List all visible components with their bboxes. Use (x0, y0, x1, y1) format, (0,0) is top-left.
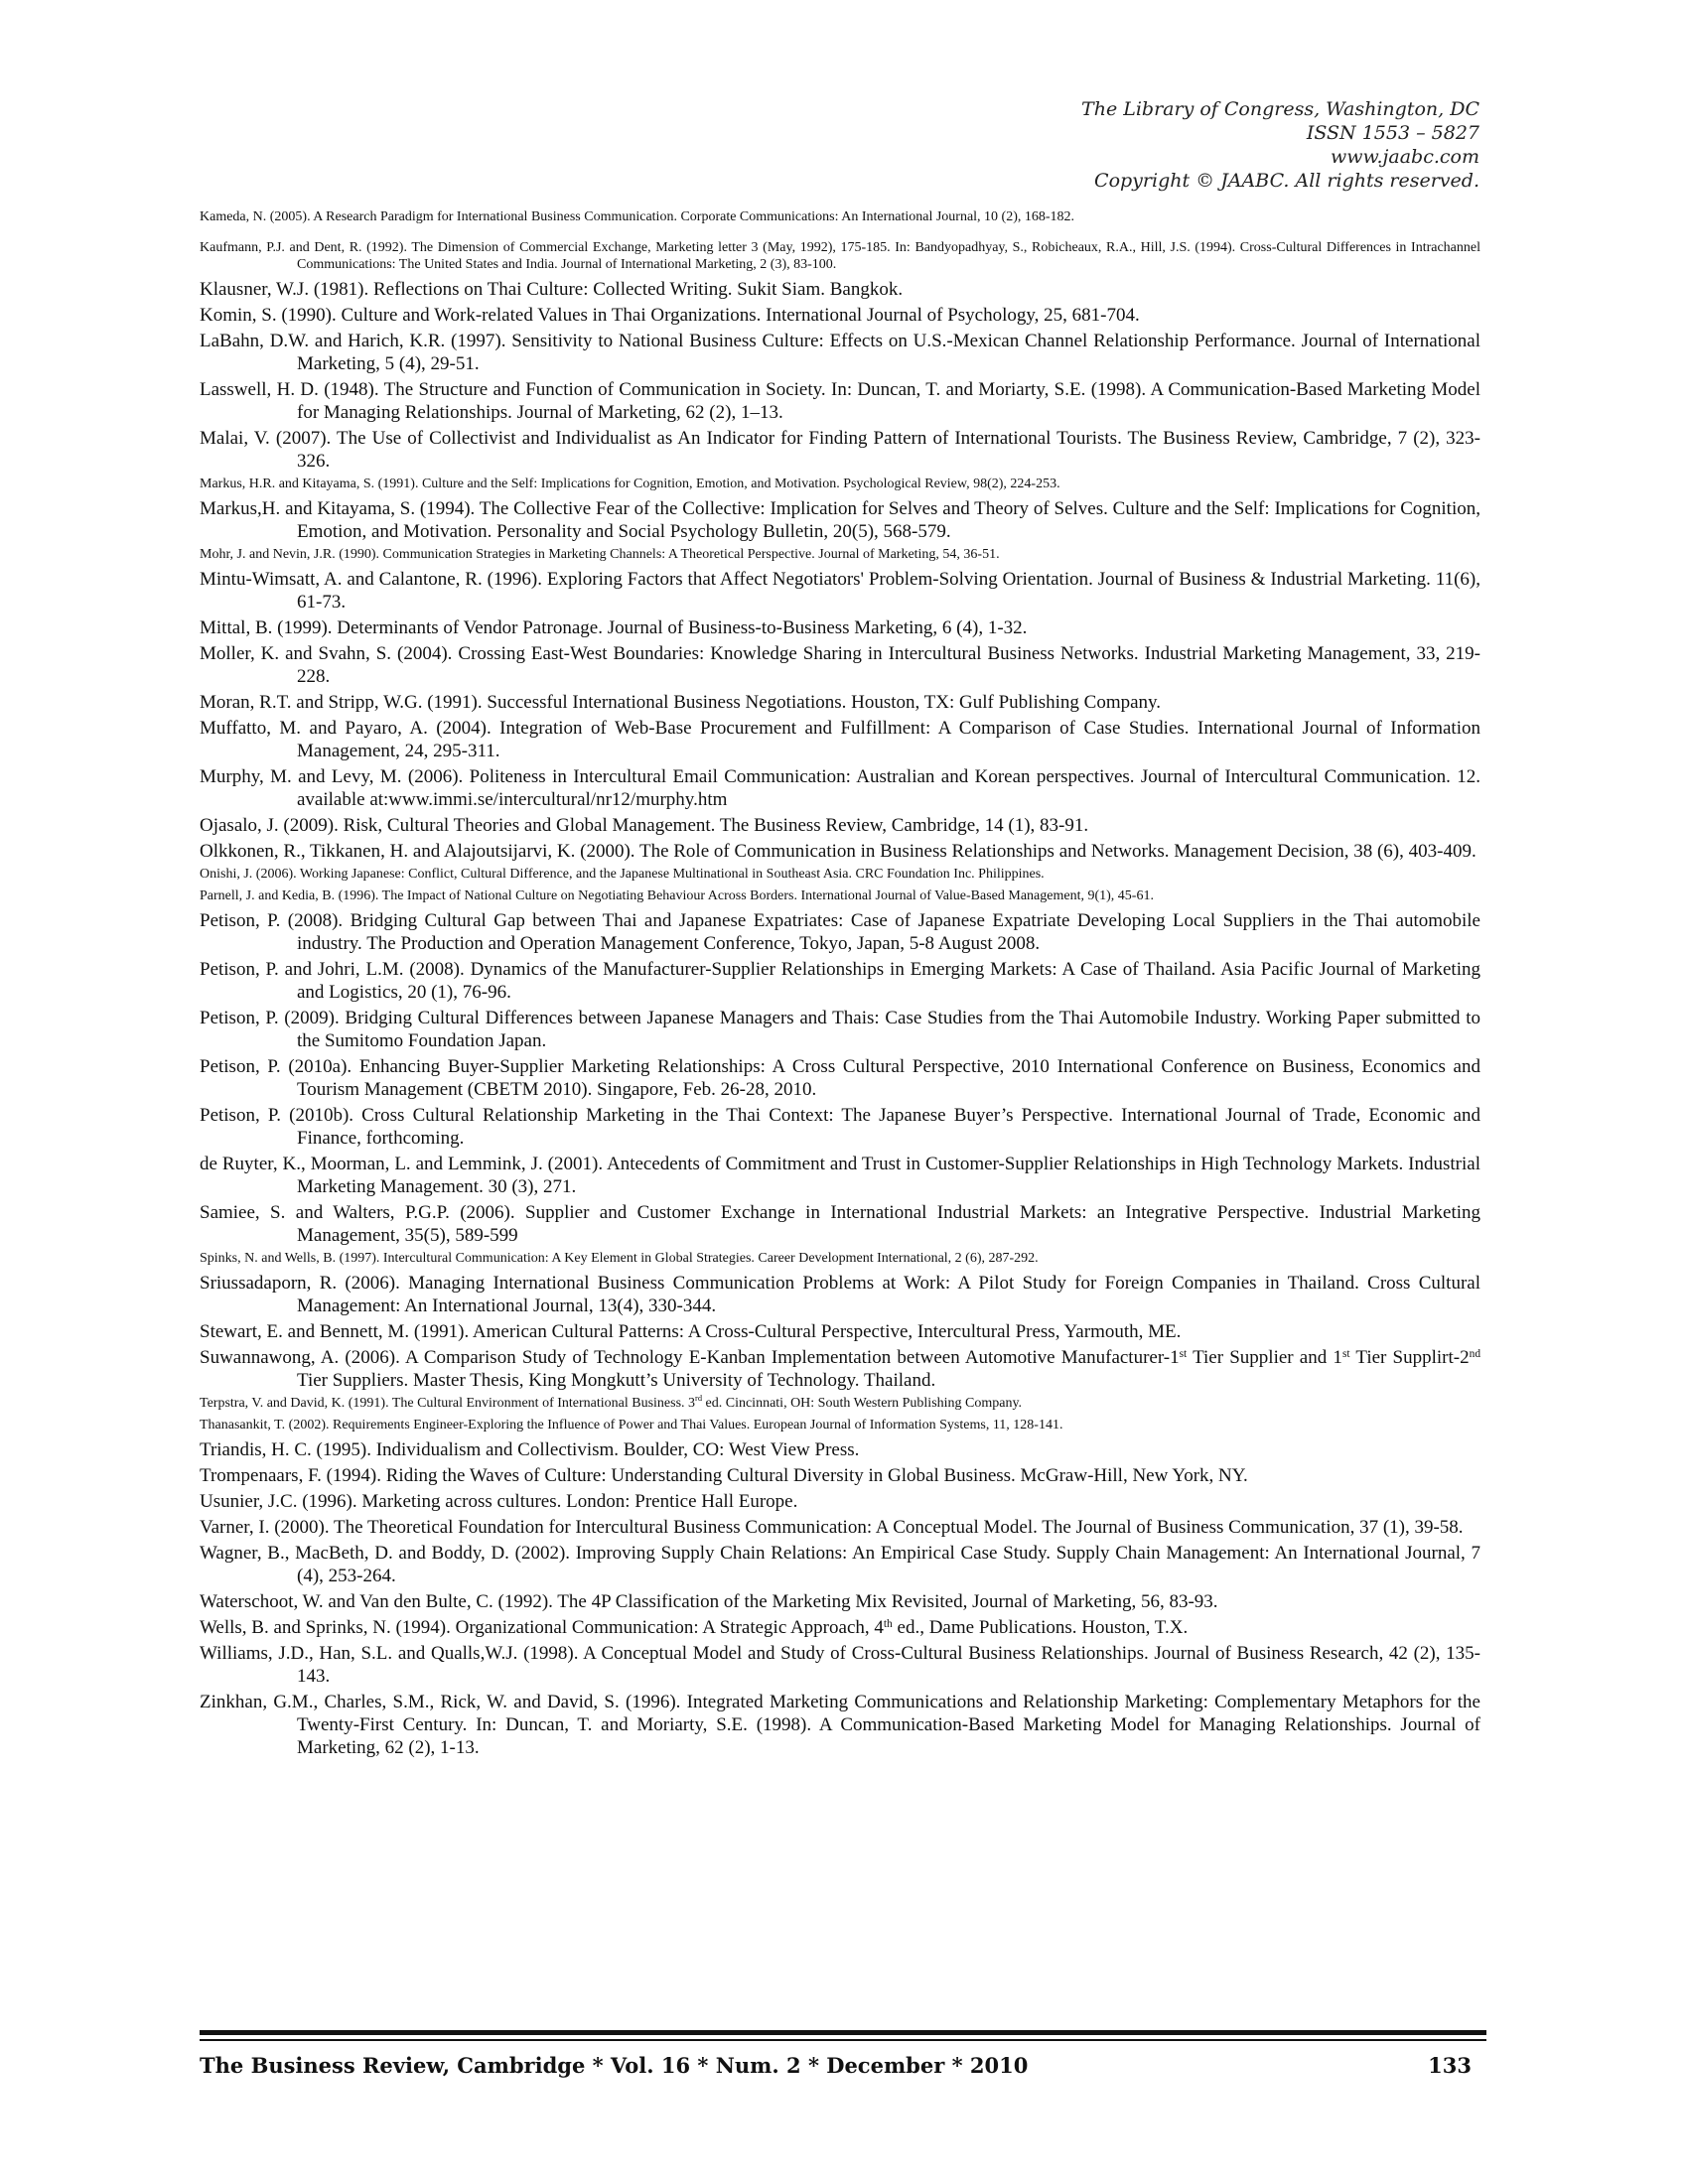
reference-text: Sriussadaporn, R. (2006). Managing International Business Communication Problems at Work: A Pilot Study for Foreign Companies in Thailand. Cross Cultural Management: An International Journal, 13(4), 330-344. (200, 1273, 1480, 1316)
reference-entry (200, 1104, 1480, 1150)
reference-superscript: st (1179, 1348, 1188, 1360)
reference-superscript: st (1341, 1348, 1350, 1360)
reference-superscript: nd (1469, 1348, 1481, 1360)
reference-text: Markus, H.R. and Kitayama, S. (1991). Culture and the Self: Implications for Cognition, Emotion, and Motivation. Psychological Review, 98(2), 224-253. (200, 477, 1060, 491)
reference-text: Petison, P. (2010b). Cross Cultural Relationship Marketing in the Thai Context: The Japanese Buyer’s Perspective. International Journal of Trade, Economic and Finance, forthcoming. (200, 1105, 1480, 1149)
reference-text: Triandis, H. C. (1995). Individualism and Collectivism. Boulder, CO: West View Press. (200, 1439, 860, 1460)
reference-text: ed. Cincinnati, OH: South Western Publishing Company. (702, 1396, 1023, 1411)
reference-entry (200, 304, 1480, 327)
reference-entry (200, 1616, 1480, 1639)
reference-entry (200, 497, 1480, 543)
header-library-line: The Library of Congress, Washington, DC (1081, 98, 1479, 120)
reference-entry (200, 546, 1480, 563)
reference-entry (200, 1055, 1480, 1101)
reference-entry (200, 1691, 1480, 1759)
reference-entry (200, 208, 1480, 225)
footer-journal-info: The Business Review, Cambridge * Vol. 16 * Num. 2 * December * 2010 (200, 2053, 1029, 2078)
reference-text: Thanasankit, T. (2002). Requirements Engineer-Exploring the Influence of Power and Thai Values. European Journal of Information Systems, 11, 128-141. (200, 1418, 1063, 1433)
reference-entry (200, 1153, 1480, 1198)
reference-entry (200, 1438, 1480, 1461)
reference-text: de Ruyter, K., Moorman, L. and Lemmink, J. (2001). Antecedents of Commitment and Trust in Customer-Supplier Relationships in High Technology Markets. Industrial Marketing Management. 30 (3), 271. (200, 1154, 1480, 1197)
reference-text: Komin, S. (1990). Culture and Work-related Values in Thai Organizations. International Journal of Psychology, 25, 681-704. (200, 305, 1140, 326)
reference-superscript: th (883, 1618, 893, 1630)
reference-list (200, 208, 1480, 1762)
reference-text: Samiee, S. and Walters, P.G.P. (2006). Supplier and Customer Exchange in International Industrial Markets: an Integrative Perspective. Industrial Marketing Management, 35(5), 589-599 (200, 1202, 1480, 1246)
reference-text: Mintu-Wimsatt, A. and Calantone, R. (1996). Exploring Factors that Affect Negotiators' Problem-Solving Orientation. Journal of Business & Industrial Marketing. 11(6), 61-73. (200, 569, 1480, 613)
header-copyright-line: Copyright © JAABC. All rights reserved. (1094, 170, 1479, 192)
reference-text: Moller, K. and Svahn, S. (2004). Crossing East-West Boundaries: Knowledge Sharing in Intercultural Business Networks. Industrial Marketing Management, 33, 219-228. (200, 643, 1480, 687)
reference-text: Olkkonen, R., Tikkanen, H. and Alajoutsijarvi, K. (2000). The Role of Communication in Business Relationships and Networks. Management Decision, 38 (6), 403-409. (200, 841, 1477, 862)
reference-text: Lasswell, H. D. (1948). The Structure and Function of Communication in Society. In: Duncan, T. and Moriarty, S.E. (1998). A Communication-Based Marketing Model for Managing Relationships. Journal of Marketing, 62 (2), 1–13. (200, 379, 1480, 423)
reference-entry (200, 239, 1480, 273)
reference-entry (200, 866, 1480, 883)
footer-rule-thin (200, 2039, 1486, 2041)
reference-entry (200, 691, 1480, 714)
reference-entry (200, 1320, 1480, 1343)
reference-entry (200, 330, 1480, 375)
reference-entry (200, 1201, 1480, 1247)
reference-superscript: rd (695, 1394, 703, 1403)
reference-entry (200, 1250, 1480, 1267)
reference-text: Suwannawong, A. (2006). A Comparison Study of Technology E-Kanban Implementation between Automotive Manufacturer-1 (200, 1347, 1180, 1368)
reference-entry (200, 642, 1480, 688)
reference-text: Onishi, J. (2006). Working Japanese: Conflict, Cultural Difference, and the Japanese Multinational in Southeast Asia. CRC Foundation Inc. Philippines. (200, 867, 1045, 882)
reference-entry (200, 1272, 1480, 1317)
reference-text: Klausner, W.J. (1981). Reflections on Thai Culture: Collected Writing. Sukit Siam. Bangkok. (200, 279, 904, 300)
reference-entry (200, 717, 1480, 762)
reference-text: Kameda, N. (2005). A Research Paradigm for International Business Communication. Corporate Communications: An International Journal, 10 (2), 168-182. (200, 209, 1075, 224)
reference-entry (200, 814, 1480, 837)
reference-text: Zinkhan, G.M., Charles, S.M., Rick, W. and David, S. (1996). Integrated Marketing Communications and Relationship Marketing: Complementary Metaphors for the Twenty-First Century. In: Duncan, T. and Moriarty, S.E. (1998). A Communication-Based Marketing Model for Managing Relationships. Journal of Marketing, 62 (2), 1-13. (200, 1692, 1480, 1758)
reference-text: Spinks, N. and Wells, B. (1997). Intercultural Communication: A Key Element in Global Strategies. Career Development International, 2 (6), 287-292. (200, 1251, 1039, 1266)
reference-entry (200, 1395, 1480, 1412)
reference-text: ed., Dame Publications. Houston, T.X. (892, 1617, 1189, 1638)
reference-entry (200, 1464, 1480, 1487)
reference-text: Petison, P. (2009). Bridging Cultural Differences between Japanese Managers and Thais: Case Studies from the Thai Automobile Industry. Working Paper submitted to the Sumitomo Foundation Japan. (200, 1008, 1480, 1051)
reference-entry (200, 909, 1480, 955)
reference-entry (200, 1516, 1480, 1539)
reference-text: LaBahn, D.W. and Harich, K.R. (1997). Sensitivity to National Business Culture: Effects on U.S.-Mexican Channel Relationship Performance. Journal of International Marketing, 5 (4), 29-51. (200, 331, 1480, 374)
reference-text: Tier Supplirt-2 (1349, 1347, 1470, 1368)
reference-text: Tier Suppliers. Master Thesis, King Mongkutt’s University of Technology. Thailand. (297, 1370, 936, 1391)
reference-text: Petison, P. and Johri, L.M. (2008). Dynamics of the Manufacturer-Supplier Relationships in Emerging Markets: A Case of Thailand. Asia Pacific Journal of Marketing and Logistics, 20 (1), 76-96. (200, 959, 1480, 1003)
reference-entry (200, 568, 1480, 614)
reference-text: Terpstra, V. and David, K. (1991). The Cultural Environment of International Business. 3 (200, 1396, 696, 1411)
reference-entry (200, 1542, 1480, 1587)
reference-entry (200, 1417, 1480, 1433)
reference-entry (200, 1590, 1480, 1613)
reference-text: Trompenaars, F. (1994). Riding the Waves of Culture: Understanding Cultural Diversity in Global Business. McGraw-Hill, New York, NY. (200, 1465, 1248, 1486)
reference-entry (200, 1346, 1480, 1392)
journal-header (1081, 97, 1479, 193)
reference-text: Moran, R.T. and Stripp, W.G. (1991). Successful International Business Negotiations. Houston, TX: Gulf Publishing Company. (200, 692, 1162, 713)
reference-entry (200, 616, 1480, 639)
reference-text: Ojasalo, J. (2009). Risk, Cultural Theories and Global Management. The Business Review, Cambridge, 14 (1), 83-91. (200, 815, 1089, 836)
reference-text: Mittal, B. (1999). Determinants of Vendor Patronage. Journal of Business-to-Business Marketing, 6 (4), 1-32. (200, 617, 1028, 638)
reference-entry (200, 1490, 1480, 1513)
header-website-line: www.jaabc.com (1330, 146, 1479, 168)
reference-entry (200, 765, 1480, 811)
reference-text: Petison, P. (2010a). Enhancing Buyer-Supplier Marketing Relationships: A Cross Cultural Perspective, 2010 International Conference on Business, Economics and Tourism Management (CBETM 2010). Singapore, Feb. 26-28, 2010. (200, 1056, 1480, 1100)
reference-entry (200, 1007, 1480, 1052)
reference-text: Petison, P. (2008). Bridging Cultural Gap between Thai and Japanese Expatriates: Case of Japanese Expatriate Developing Local Suppliers in the Thai automobile industry. The Production and Operation Management Conference, Tokyo, Japan, 5-8 August 2008. (200, 910, 1480, 954)
reference-text: Malai, V. (2007). The Use of Collectivist and Individualist as An Indicator for Finding Pattern of International Tourists. The Business Review, Cambridge, 7 (2), 323-326. (200, 428, 1480, 472)
reference-text: Tier Supplier and 1 (1187, 1347, 1342, 1368)
reference-text: Muffatto, M. and Payaro, A. (2004). Integration of Web-Base Procurement and Fulfillment: A Comparison of Case Studies. International Journal of Information Management, 24, 295-311. (200, 718, 1480, 761)
reference-text: Varner, I. (2000). The Theoretical Foundation for Intercultural Business Communication: A Conceptual Model. The Journal of Business Communication, 37 (1), 39-58. (200, 1517, 1464, 1538)
reference-entry (200, 378, 1480, 424)
reference-text: Stewart, E. and Bennett, M. (1991). American Cultural Patterns: A Cross-Cultural Perspective, Intercultural Press, Yarmouth, ME. (200, 1321, 1182, 1342)
reference-text: Wells, B. and Sprinks, N. (1994). Organizational Communication: A Strategic Approach, 4 (200, 1617, 884, 1638)
footer-rule-thick (200, 2030, 1486, 2035)
reference-text: Waterschoot, W. and Van den Bulte, C. (1992). The 4P Classification of the Marketing Mix Revisited, Journal of Marketing, 56, 83-93. (200, 1591, 1218, 1612)
reference-text: Markus,H. and Kitayama, S. (1994). The Collective Fear of the Collective: Implication for Selves and Theory of Selves. Culture and the Self: Implications for Cognition, Emotion, and Motivation. Personality and Social Psychology Bulletin, 20(5), 568-579. (200, 498, 1480, 542)
reference-text: Parnell, J. and Kedia, B. (1996). The Impact of National Culture on Negotiating Behaviour Across Borders. International Journal of Value-Based Management, 9(1), 45-61. (200, 888, 1154, 903)
reference-text: Usunier, J.C. (1996). Marketing across cultures. London: Prentice Hall Europe. (200, 1491, 798, 1512)
reference-entry (200, 278, 1480, 301)
reference-entry (200, 476, 1480, 492)
reference-entry (200, 1642, 1480, 1688)
header-issn-line: ISSN 1553 – 5827 (1306, 122, 1479, 144)
reference-entry (200, 958, 1480, 1004)
reference-text: Williams, J.D., Han, S.L. and Qualls,W.J. (1998). A Conceptual Model and Study of Cross-Cultural Business Relationships. Journal of Business Research, 42 (2), 135-143. (200, 1643, 1480, 1687)
page-number: 133 (1428, 2053, 1472, 2078)
reference-text: Wagner, B., MacBeth, D. and Boddy, D. (2002). Improving Supply Chain Relations: An Empirical Case Study. Supply Chain Management: An International Journal, 7 (4), 253-264. (200, 1543, 1480, 1586)
reference-entry (200, 887, 1480, 904)
reference-text: Kaufmann, P.J. and Dent, R. (1992). The Dimension of Commercial Exchange, Marketing letter 3 (May, 1992), 175-185. In: Bandyopadhyay, S., Robicheaux, R.A., Hill, J.S. (1994). Cross-Cultural Differences in Intrachannel Communications: The United States and India. Journal of International Marketing, 2 (3), 83-100. (200, 240, 1480, 272)
reference-entry (200, 427, 1480, 473)
reference-entry (200, 840, 1480, 863)
reference-text: Mohr, J. and Nevin, J.R. (1990). Communication Strategies in Marketing Channels: A Theoretical Perspective. Journal of Marketing, 54, 36-51. (200, 547, 1000, 562)
reference-text: Murphy, M. and Levy, M. (2006). Politeness in Intercultural Email Communication: Australian and Korean perspectives. Journal of Intercultural Communication. 12. available at:www.immi.se/intercultural/nr12/murphy.htm (200, 766, 1480, 810)
